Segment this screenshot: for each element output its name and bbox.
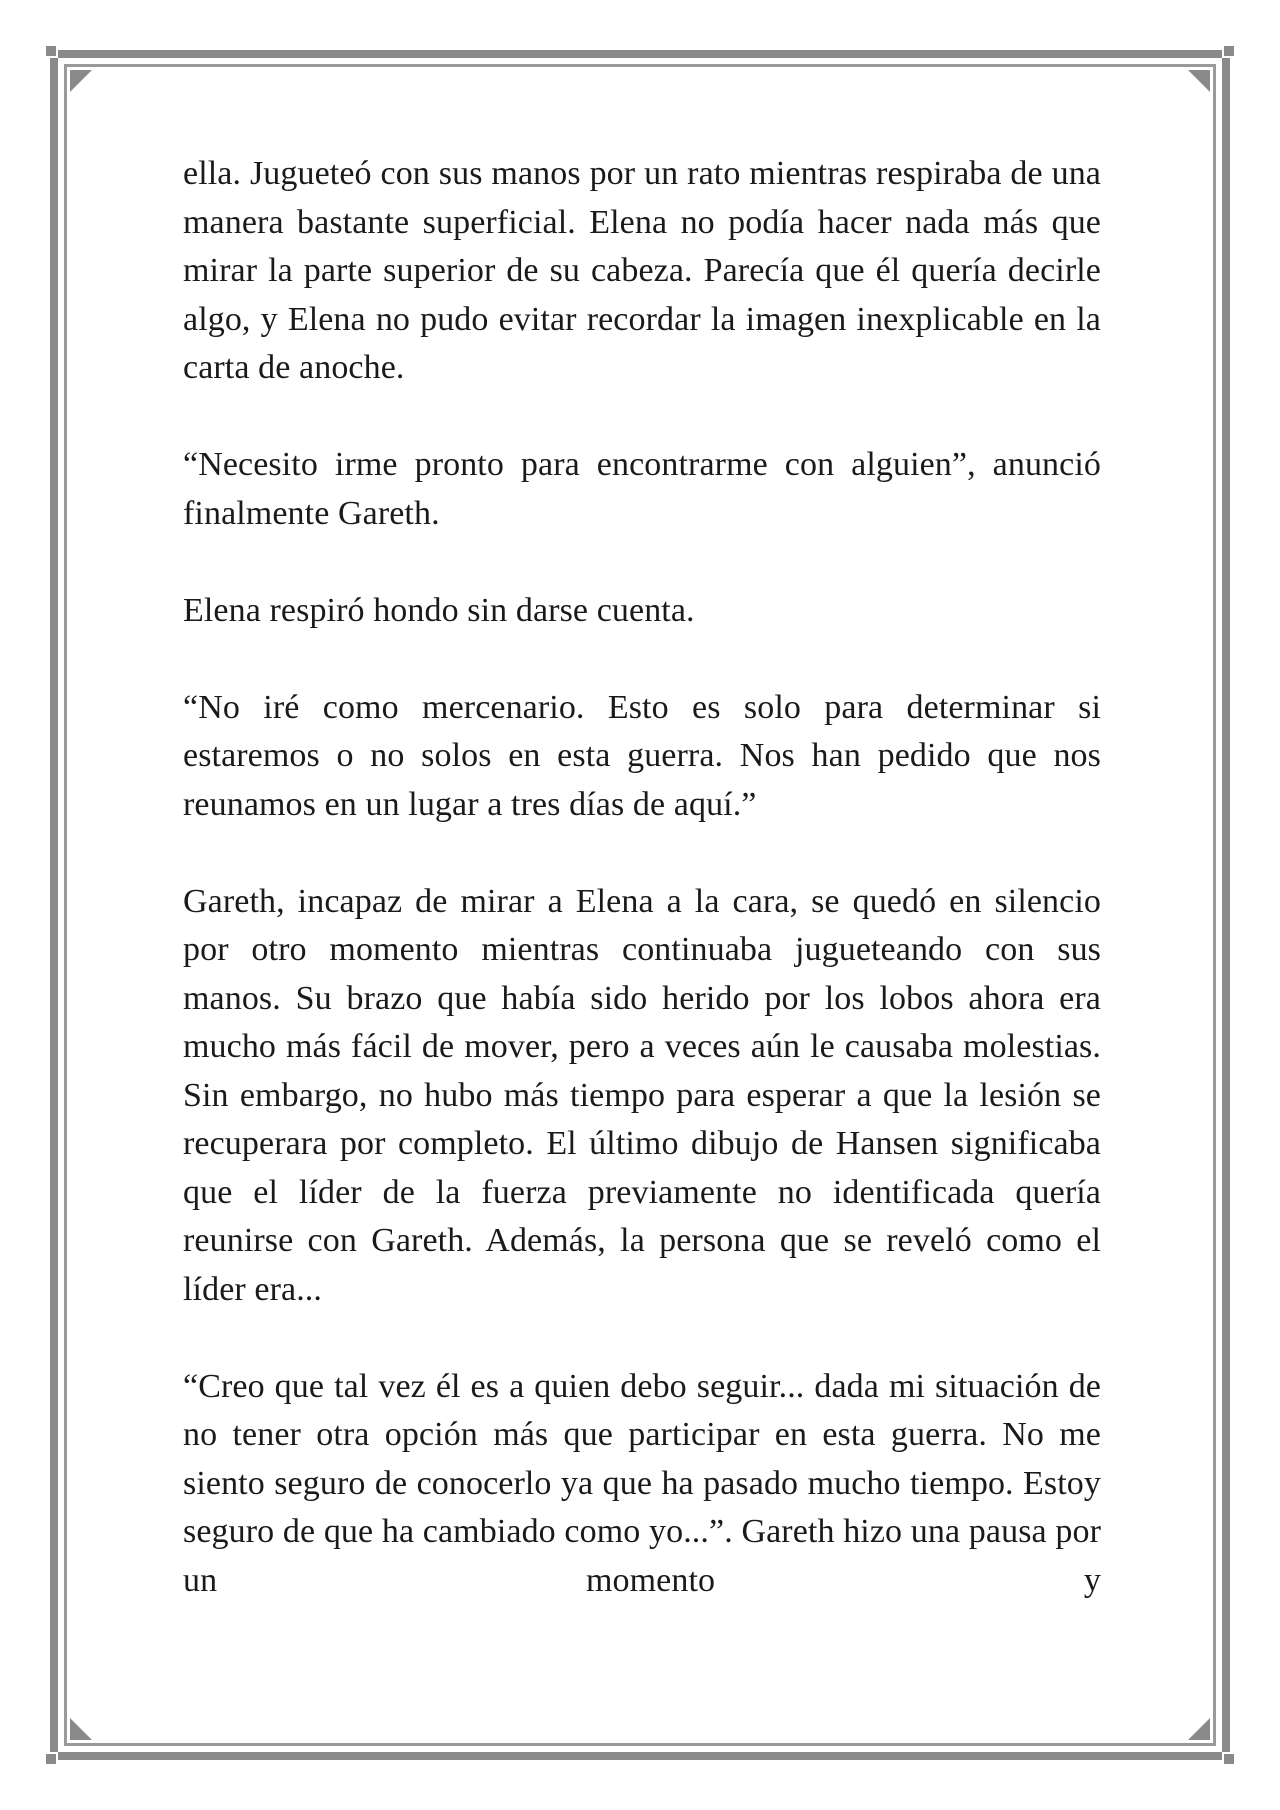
corner-triangle-bottom-right (1188, 1718, 1210, 1740)
page-body (183, 150, 1101, 1605)
paragraph: “Creo que tal vez él es a quien debo seguir... dada mi situación de no tener otra opción más que participar en esta guerra. No me siento seguro de conocerlo ya que ha pasado mucho tiempo. Estoy seguro de que ha cambiado como yo...”. Gareth hizo una pausa por un momento y (183, 1367, 1101, 1599)
paragraph: Gareth, incapaz de mirar a Elena a la cara, se quedó en silencio por otro momento mientras continuaba jugueteando con sus manos. Su brazo que había sido herido por los lobos ahora era mucho más fácil de mover, pero a veces aún le causaba molestias. Sin embargo, no hubo más tiempo para esperar a que la lesión se recuperara por completo. El último dibujo de Hansen significaba que el líder de la fuerza previamente no identificada quería reunirse con Gareth. Además, la persona que se reveló como el líder era... (183, 882, 1101, 1308)
paragraph: Elena respiró hondo sin darse cuenta. (183, 591, 695, 629)
corner-triangle-bottom-left (70, 1718, 92, 1740)
corner-ornament-bottom-left (44, 1752, 58, 1766)
corner-ornament-top-right (1222, 44, 1236, 58)
corner-triangle-top-right (1188, 70, 1210, 92)
paragraph: “No iré como mercenario. Esto es solo para determinar si estaremos o no solos en esta guerra. Nos han pedido que nos reunamos en un lugar a tres días de aquí.” (183, 688, 1101, 823)
corner-ornament-bottom-right (1222, 1752, 1236, 1766)
paragraph: “Necesito irme pronto para encontrarme con alguien”, anunció finalmente Gareth. (183, 446, 1101, 532)
corner-triangle-top-left (70, 70, 92, 92)
paragraph: ella. Jugueteó con sus manos por un rato mientras respiraba de una manera bastante superficial. Elena no podía hacer nada más que mirar la parte superior de su cabeza. Parecía que él quería decirle algo, y Elena no pudo evitar recordar la imagen inexplicable en la carta de anoche. (183, 155, 1101, 386)
corner-ornament-top-left (44, 44, 58, 58)
